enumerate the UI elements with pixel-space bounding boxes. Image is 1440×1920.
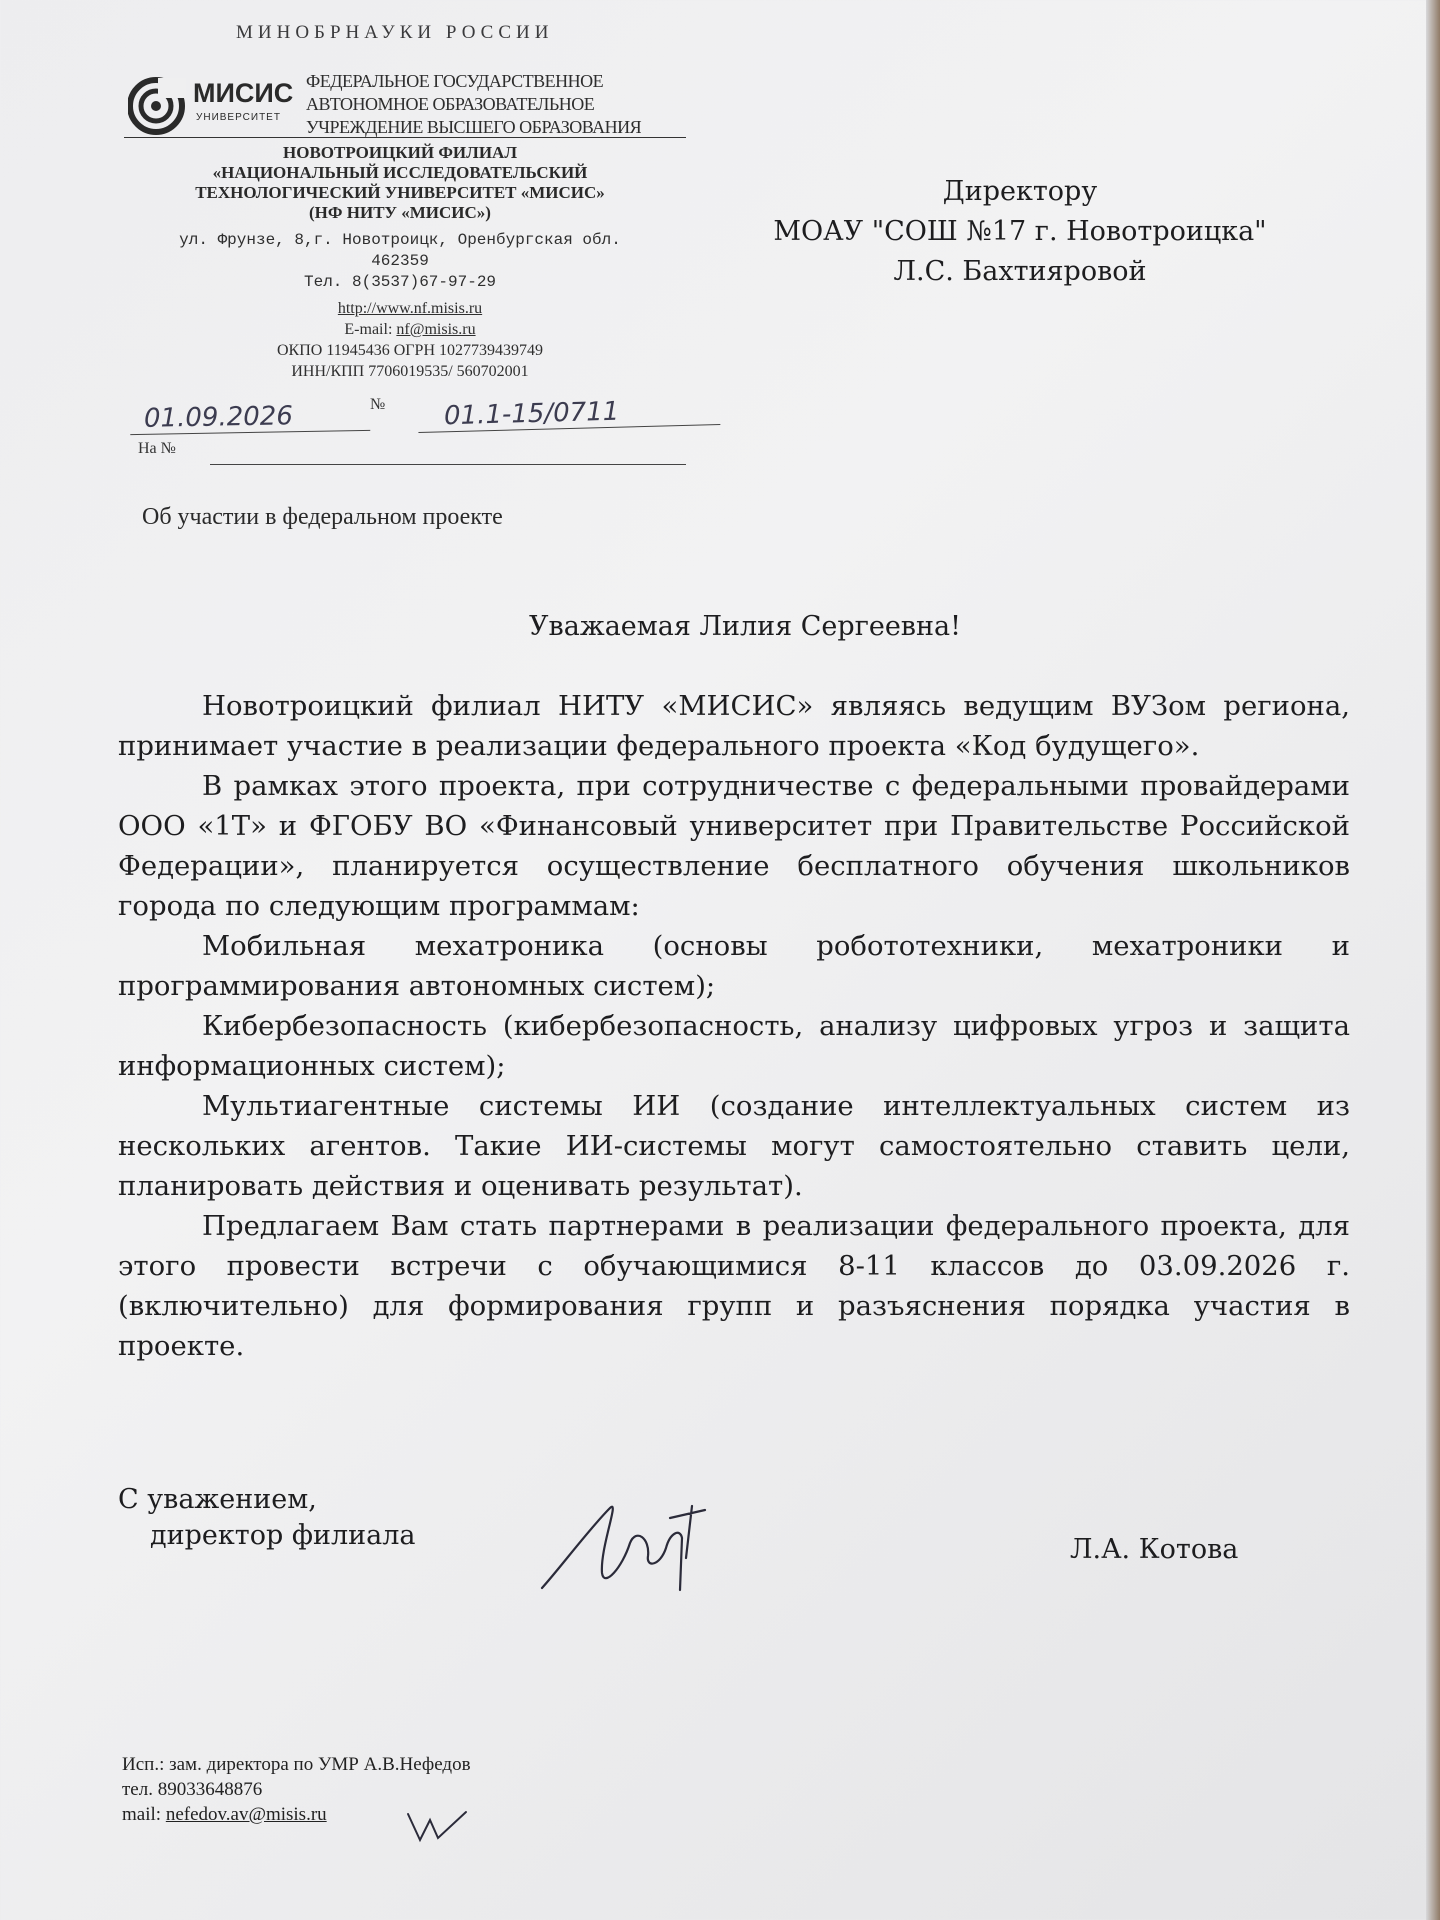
reply-to-line (210, 464, 686, 465)
program-item: Мультиагентные системы ИИ (создание интеллектуальных систем из нескольких агентов. Такие ИИ-системы могут самостоятельно ставить цели, планировать действия и оценивать результат). (118, 1090, 1350, 1202)
contacts-block (200, 298, 620, 382)
branch-line: (НФ НИТУ «МИСИС») (309, 203, 491, 222)
greeting: Уважаемая Лилия Сергеевна! (529, 611, 961, 642)
addressee-block (740, 172, 1300, 292)
executor-phone: тел. 89033648876 (122, 1779, 263, 1800)
org-type (306, 70, 686, 139)
addressee-line: Л.С. Бахтияровой (893, 256, 1147, 287)
branch-line: ТЕХНОЛОГИЧЕСКИЙ УНИВЕРСИТЕТ «МИСИС» (195, 183, 605, 202)
addressee-line: МОАУ "СОШ №17 г. Новотроицка" (773, 216, 1267, 247)
registration-date: 01.09.2026 (130, 400, 371, 435)
addressee-line: Директору (942, 176, 1098, 207)
signer-name: Л.А. Котова (1070, 1534, 1239, 1565)
handwritten-initial-mark (404, 1806, 470, 1846)
signer-position: директор филиала (150, 1520, 416, 1551)
executor-line: Исп.: зам. директора по УМР А.В.Нефедов (122, 1754, 471, 1775)
ministry-header: МИНОБРНАУКИ РОССИИ (236, 22, 554, 43)
registration-number-label: № (370, 396, 386, 413)
letter-subject: Об участии в федеральном проекте (142, 504, 503, 530)
address-line: ул. Фрунзе, 8,г. Новотроицк, Оренбургская обл. (179, 231, 621, 249)
letterhead-divider (124, 137, 686, 138)
branch-line: «НАЦИОНАЛЬНЫЙ ИССЛЕДОВАТЕЛЬСКИЙ (212, 163, 588, 182)
org-type-line: ФЕДЕРАЛЬНОЕ ГОСУДАРСТВЕННОЕ (306, 71, 604, 91)
letter-body (118, 686, 1350, 1366)
body-paragraph: Новотроицкий филиал НИТУ «МИСИС» являясь ведущим ВУЗом региона, принимает участие в реализации федерального проекта «Код будущего». (118, 690, 1350, 762)
okpo-ogrn: ОКПО 11945436 ОГРН 1027739439749 (277, 342, 543, 359)
org-type-line: АВТОНОМНОЕ ОБРАЗОВАТЕЛЬНОЕ (306, 94, 595, 114)
email-link: nf@misis.ru (396, 321, 476, 338)
body-paragraph: Предлагаем Вам стать партнерами в реализации федерального проекта, для этого провести встречи с обучающимися 8-11 классов до 03.09.2026 г. (включительно) для формирования групп и разъяснения порядка участия в проекте. (118, 1210, 1350, 1362)
phone-line: Тел. 8(3537)67-97-29 (303, 273, 497, 291)
reply-to-label: На № (138, 440, 176, 457)
branch-line: НОВОТРОИЦКИЙ ФИЛИАЛ (283, 143, 517, 162)
body-paragraph: В рамках этого проекта, при сотрудничестве с федеральными провайдерами ООО «1Т» и ФГОБУ ВО «Финансовый университет при Правительстве Российской Федерации», планируется осуществление бесплатного обучения школьников города по следующим программам: (118, 770, 1350, 922)
logo-wordmark: МИСИС (193, 78, 294, 108)
closing-regards: С уважением, (118, 1484, 317, 1515)
executor-mail: nefedov.av@misis.ru (165, 1804, 327, 1825)
paper-edge (1426, 0, 1440, 1920)
address-block (126, 230, 674, 293)
mail-label: mail: (122, 1804, 162, 1825)
email-label: E-mail: (344, 321, 393, 338)
postal-code: 462359 (371, 252, 429, 270)
handwritten-signature (530, 1488, 730, 1598)
org-type-line: УЧРЕЖДЕНИЕ ВЫСШЕГО ОБРАЗОВАНИЯ (306, 117, 642, 137)
registration-number: 01.1-15/0711 (418, 394, 721, 433)
program-item: Кибербезопасность (кибербезопасность, анализу цифровых угроз и защита информационных систем); (118, 1010, 1350, 1082)
branch-name (150, 143, 650, 223)
inn-kpp: ИНН/КПП 7706019535/ 560702001 (291, 363, 529, 380)
website-link: http://www.nf.misis.ru (337, 300, 483, 317)
email-line (200, 319, 620, 340)
logo-subtitle: УНИВЕРСИТЕТ (196, 112, 281, 123)
program-item: Мобильная мехатроника (основы робототехники, мехатроники и программирования автономных систем); (118, 930, 1350, 1002)
